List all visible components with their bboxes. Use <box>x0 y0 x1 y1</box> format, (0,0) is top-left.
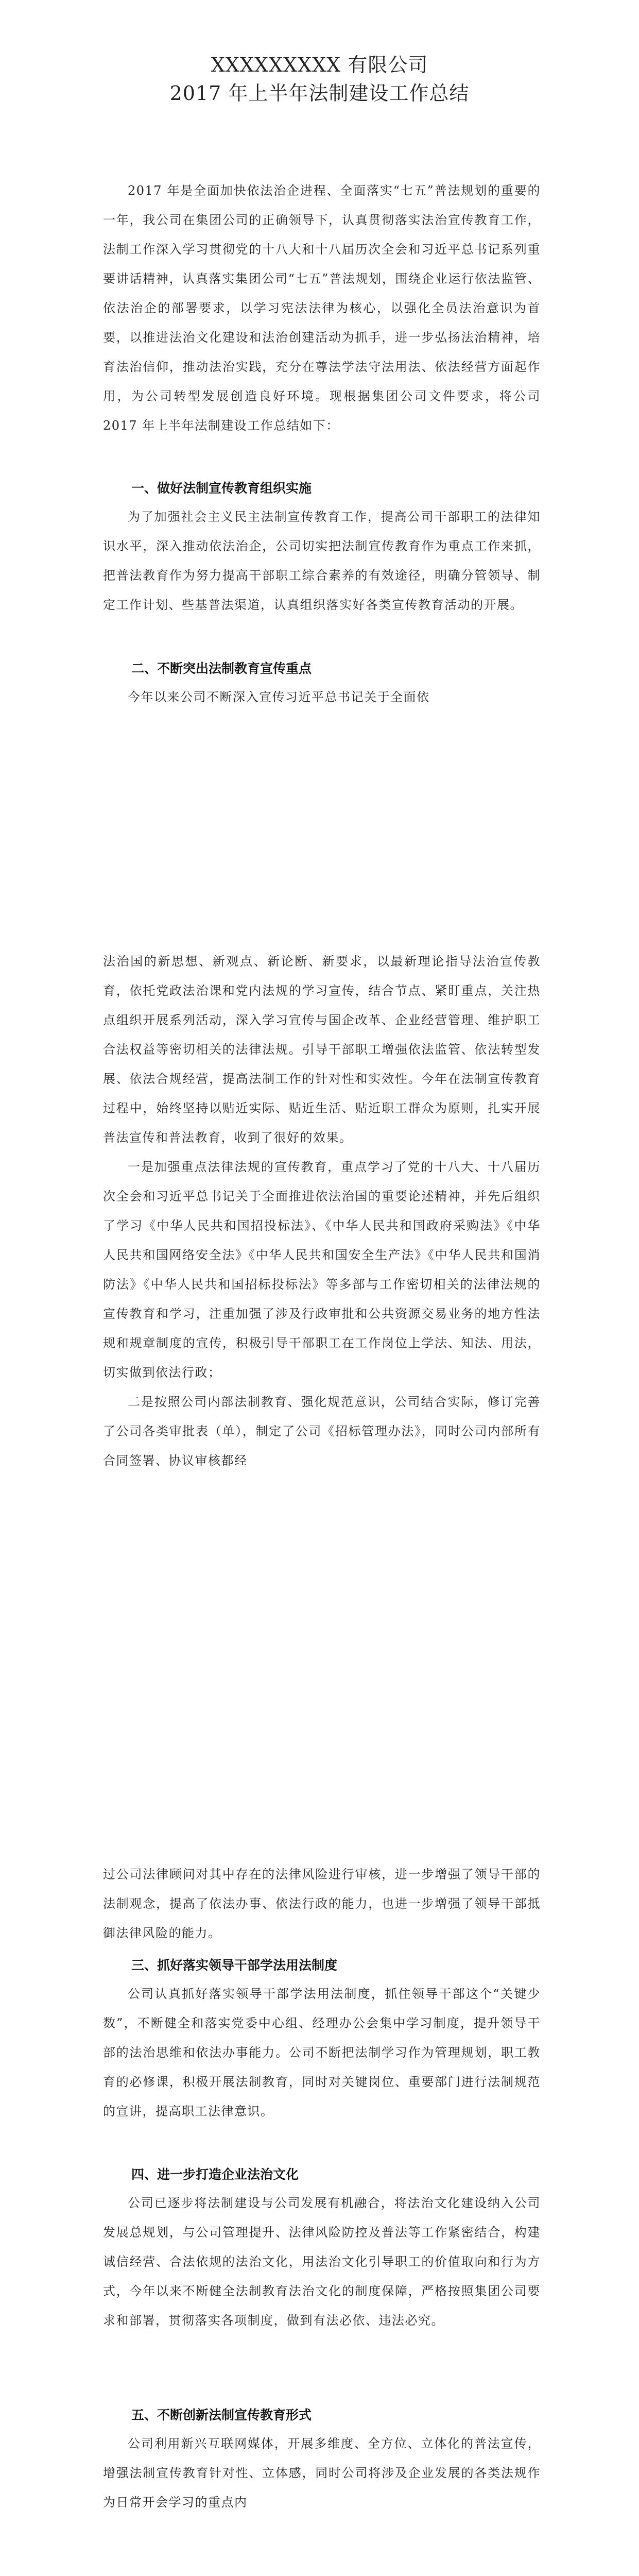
section-2-paragraph-3-start: 二是按照公司内部法制教育、强化规范意识，公司结合实际，修订完善了公司各类审批表（单），制定了公司《招标管理办法》，同时公司内部所有合同签署、协议审核都经 <box>103 1395 541 1468</box>
section-4-heading: 四、进一步打造企业法治文化 <box>131 2167 299 2182</box>
section-2-paragraph-2: 一是加强重点法律法规的宣传教育，重点学习了党的十八大、十八届历次全会和习近平总书记关于全面推进依法治国的重要论述精神，并先后组织了学习《中华人民共和国招投标法》、《中华人民共和国政府采购法》《中华人民共和国网络安全法》《中华人民共和国安全生产法》《中华人民共和国消防法》《中华人民共和国招标投标法》等多部与工作密切相关的法律法规的宣传教育和学习，注重加强了涉及行政审批和公共资源交易业务的地方性法规和规章制度的宣传，积极引导干部职工在工作岗位上学法、知法、用法，切实做到依法行政； <box>103 1160 541 1380</box>
section-1-paragraph: 为了加强社会主义民主法制宣传教育工作，提高公司干部职工的法律知识水平，深入推动依法治企，公司切实把法制宣传教育作为重点工作来抓，把普法教育作为努力提高干部职工综合素养的有效途径，明确分管领导、制定工作计划、些基普法渠道，认真组织落实好各类宣传教育活动的开展。 <box>103 510 541 612</box>
section-1-heading: 一、做好法制宣传教育组织实施 <box>131 481 312 496</box>
section-2-paragraph-1-start: 今年以来公司不断深入宣传习近平总书记关于全面依 <box>128 690 430 704</box>
section-3-heading: 三、抓好落实领导干部学法用法制度 <box>131 1958 338 1973</box>
section-2-paragraph-1-end: 法治国的新思想、新观点、新论断、新要求，以最新理论指导法治宣传教育，依托党政法治课和党内法规的学习宣传，结合节点、紧盯重点，关注热点组织开展系列活动，深入学习宣传与国企改革、企业经营管理、维护职工合法权益等密切相关的法律法规。引导干部职工增强依法监管、依法转型发展、依法合规经营，提高法制工作的针对性和实效性。今年在法制宣传教育过程中，始终坚持以贴近实际、贴近生活、贴近职工群众为原则，扎实开展普法宣传和普法教育，收到了很好的效果。 <box>103 954 541 1145</box>
section-5-body-start <box>103 2429 541 2517</box>
section-3-body <box>103 1979 541 2126</box>
section-5-heading: 五、不断创新法制宣传教育形式 <box>131 2408 312 2422</box>
section-2-body-continued <box>103 947 541 1476</box>
document-title: 2017 年上半年法制建设工作总结 <box>169 82 470 105</box>
section-2-body-start <box>103 683 541 712</box>
section-2-body-tail <box>103 1860 541 1948</box>
section-3-paragraph: 公司认真抓好落实领导干部学法用法制度，抓住领导干部这个“关键少数”，不断健全和落实党委中心组、经理办公会集中学习制度，提升领导干部的法治思维和依法办事能力。公司不断把法制学习作为管理规划，职工教育的必修课，积极开展法制教育，同时对关键岗位、重要部门进行法制规范的宣讲，提高职工法律意识。 <box>103 1987 541 2119</box>
section-4-body <box>103 2189 541 2335</box>
section-2-heading: 二、不断突出法制教育宣传重点 <box>131 661 312 676</box>
section-5-paragraph-start: 公司利用新兴互联网媒体，开展多维度、全方位、立体化的普法宣传，增强法制宣传教育针对性、立体感，同时公司将涉及企业发展的各类法规作为日常开会学习的重点内 <box>103 2436 541 2510</box>
section-4-paragraph: 公司已逐步将法制建设与公司发展有机融合，将法治文化建设纳入公司发展总规划，与公司管理提升、法律风险防控及普法等工作紧密结合，构建诚信经营、合法依规的法治文化，用法治文化引导职工的价值取向和行为方式，今年以来不断健全法制教育法治文化的制度保障，严格按照集团公司要求和部署，贯彻落实各项制度，做到有法必依、违法必究。 <box>103 2196 541 2328</box>
company-name: XXXXXXXXX 有限公司 <box>211 54 428 76</box>
intro-paragraph: 2017 年是全面加快依法治企进程、全面落实“七五”普法规划的重要的一年，我公司在集团公司的正确领导下，认真贯彻落实法治宣传教育工作，法制工作深入学习贯彻党的十八大和十八届历次全会和习近平总书记系列重要讲话精神，认真落实集团公司“七五”普法规划，围绕企业运行依法监管、依法治企的部署要求，以学习宪法法律为核心，以强化全员法治意识为首要，以推进法治文化建设和法治创建活动为抓手，进一步弘扬法治精神，培育法治信仰，推动法治实践，充分在尊法学法守法用法、依法经营方面起作用，为公司转型发展创造良好环境。现根据集团公司文件要求，将公司 2017 年上半年法制建设工作总结如下： <box>103 183 541 433</box>
section-2-paragraph-3-end: 过公司法律顾问对其中存在的法律风险进行审核，进一步增强了领导干部的法制观念，提高了依法办事、依法行政的能力，也进一步增强了领导干部抵御法律风险的能力。 <box>103 1867 541 1940</box>
intro-paragraph-block <box>103 176 541 440</box>
section-1-body <box>103 502 541 620</box>
